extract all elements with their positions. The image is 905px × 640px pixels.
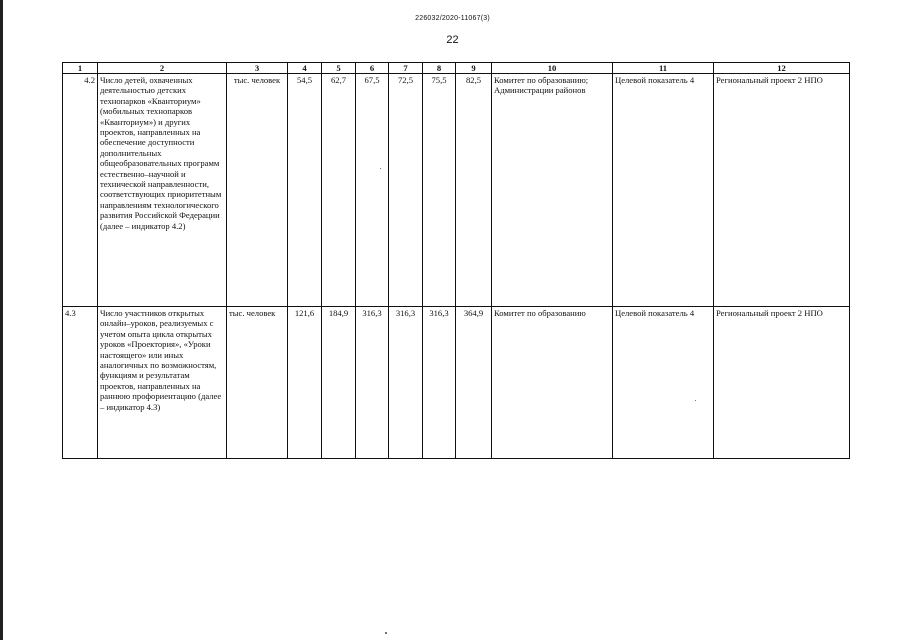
value-cell: 316,3: [356, 307, 389, 459]
column-header: 9: [456, 63, 492, 74]
value-cell: 72,5: [389, 74, 423, 307]
value-cell: 316,3: [389, 307, 423, 459]
value-cell: 364,9: [456, 307, 492, 459]
scan-speck: [380, 168, 381, 169]
project-cell: Региональный проект 2 НПО: [714, 74, 850, 307]
value-cell: 121,6: [288, 307, 322, 459]
column-header: 11: [613, 63, 714, 74]
column-header: 8: [423, 63, 456, 74]
indicator-name: Число участников открытых онлайн–уроков, реализуемых с учетом опыта цикла открытых уроков «Проектория», «Уроки настоящего» или иных аналогичных по возможностям, функциям и результатам проектов, направленных на раннюю профориентацию (далее – индикатор 4.3): [98, 307, 227, 459]
unit-cell: тыс. человек: [227, 307, 288, 459]
column-header: 10: [492, 63, 613, 74]
value-cell: 316,3: [423, 307, 456, 459]
value-cell: 62,7: [322, 74, 356, 307]
scan-speck: [695, 400, 696, 401]
column-header: 3: [227, 63, 288, 74]
row-number: 4.2: [63, 74, 98, 307]
value-cell: 75,5: [423, 74, 456, 307]
unit-cell: тыс. человек: [227, 74, 288, 307]
column-header: 12: [714, 63, 850, 74]
indicator-name: Число детей, охваченных деятельностью детских технопарков «Кванториум» (мобильных технопарков «Кванториум») и других проектов, направленных на обеспечение доступности дополнительных общеобразовательных программ естественно–научной и технической направленности, соответствующих приоритетным направлениям технологического развития Российской Федерации (далее – индикатор 4.2): [98, 74, 227, 307]
scan-speck: [385, 632, 387, 634]
column-header: 7: [389, 63, 423, 74]
value-cell: 54,5: [288, 74, 322, 307]
value-cell: 67,5: [356, 74, 389, 307]
value-cell: 82,5: [456, 74, 492, 307]
responsible-cell: Комитет по образованию; Администрации районов: [492, 74, 613, 307]
target-cell: Целевой показатель 4: [613, 307, 714, 459]
table-header-row: [63, 63, 850, 74]
row-number: 4.3: [63, 307, 98, 459]
project-cell: Региональный проект 2 НПО: [714, 307, 850, 459]
column-header: 6: [356, 63, 389, 74]
document-id: 226032/2020-11067(3): [415, 15, 490, 22]
value-cell: 184,9: [322, 307, 356, 459]
scan-left-edge: [0, 0, 3, 640]
column-header: 5: [322, 63, 356, 74]
page-number: 22: [446, 34, 459, 46]
table-row: [63, 74, 850, 307]
column-header: 4: [288, 63, 322, 74]
column-header: 2: [98, 63, 227, 74]
responsible-cell: Комитет по образованию: [492, 307, 613, 459]
indicators-table: [62, 62, 850, 459]
table-row: [63, 307, 850, 459]
column-header: 1: [63, 63, 98, 74]
target-cell: Целевой показатель 4: [613, 74, 714, 307]
